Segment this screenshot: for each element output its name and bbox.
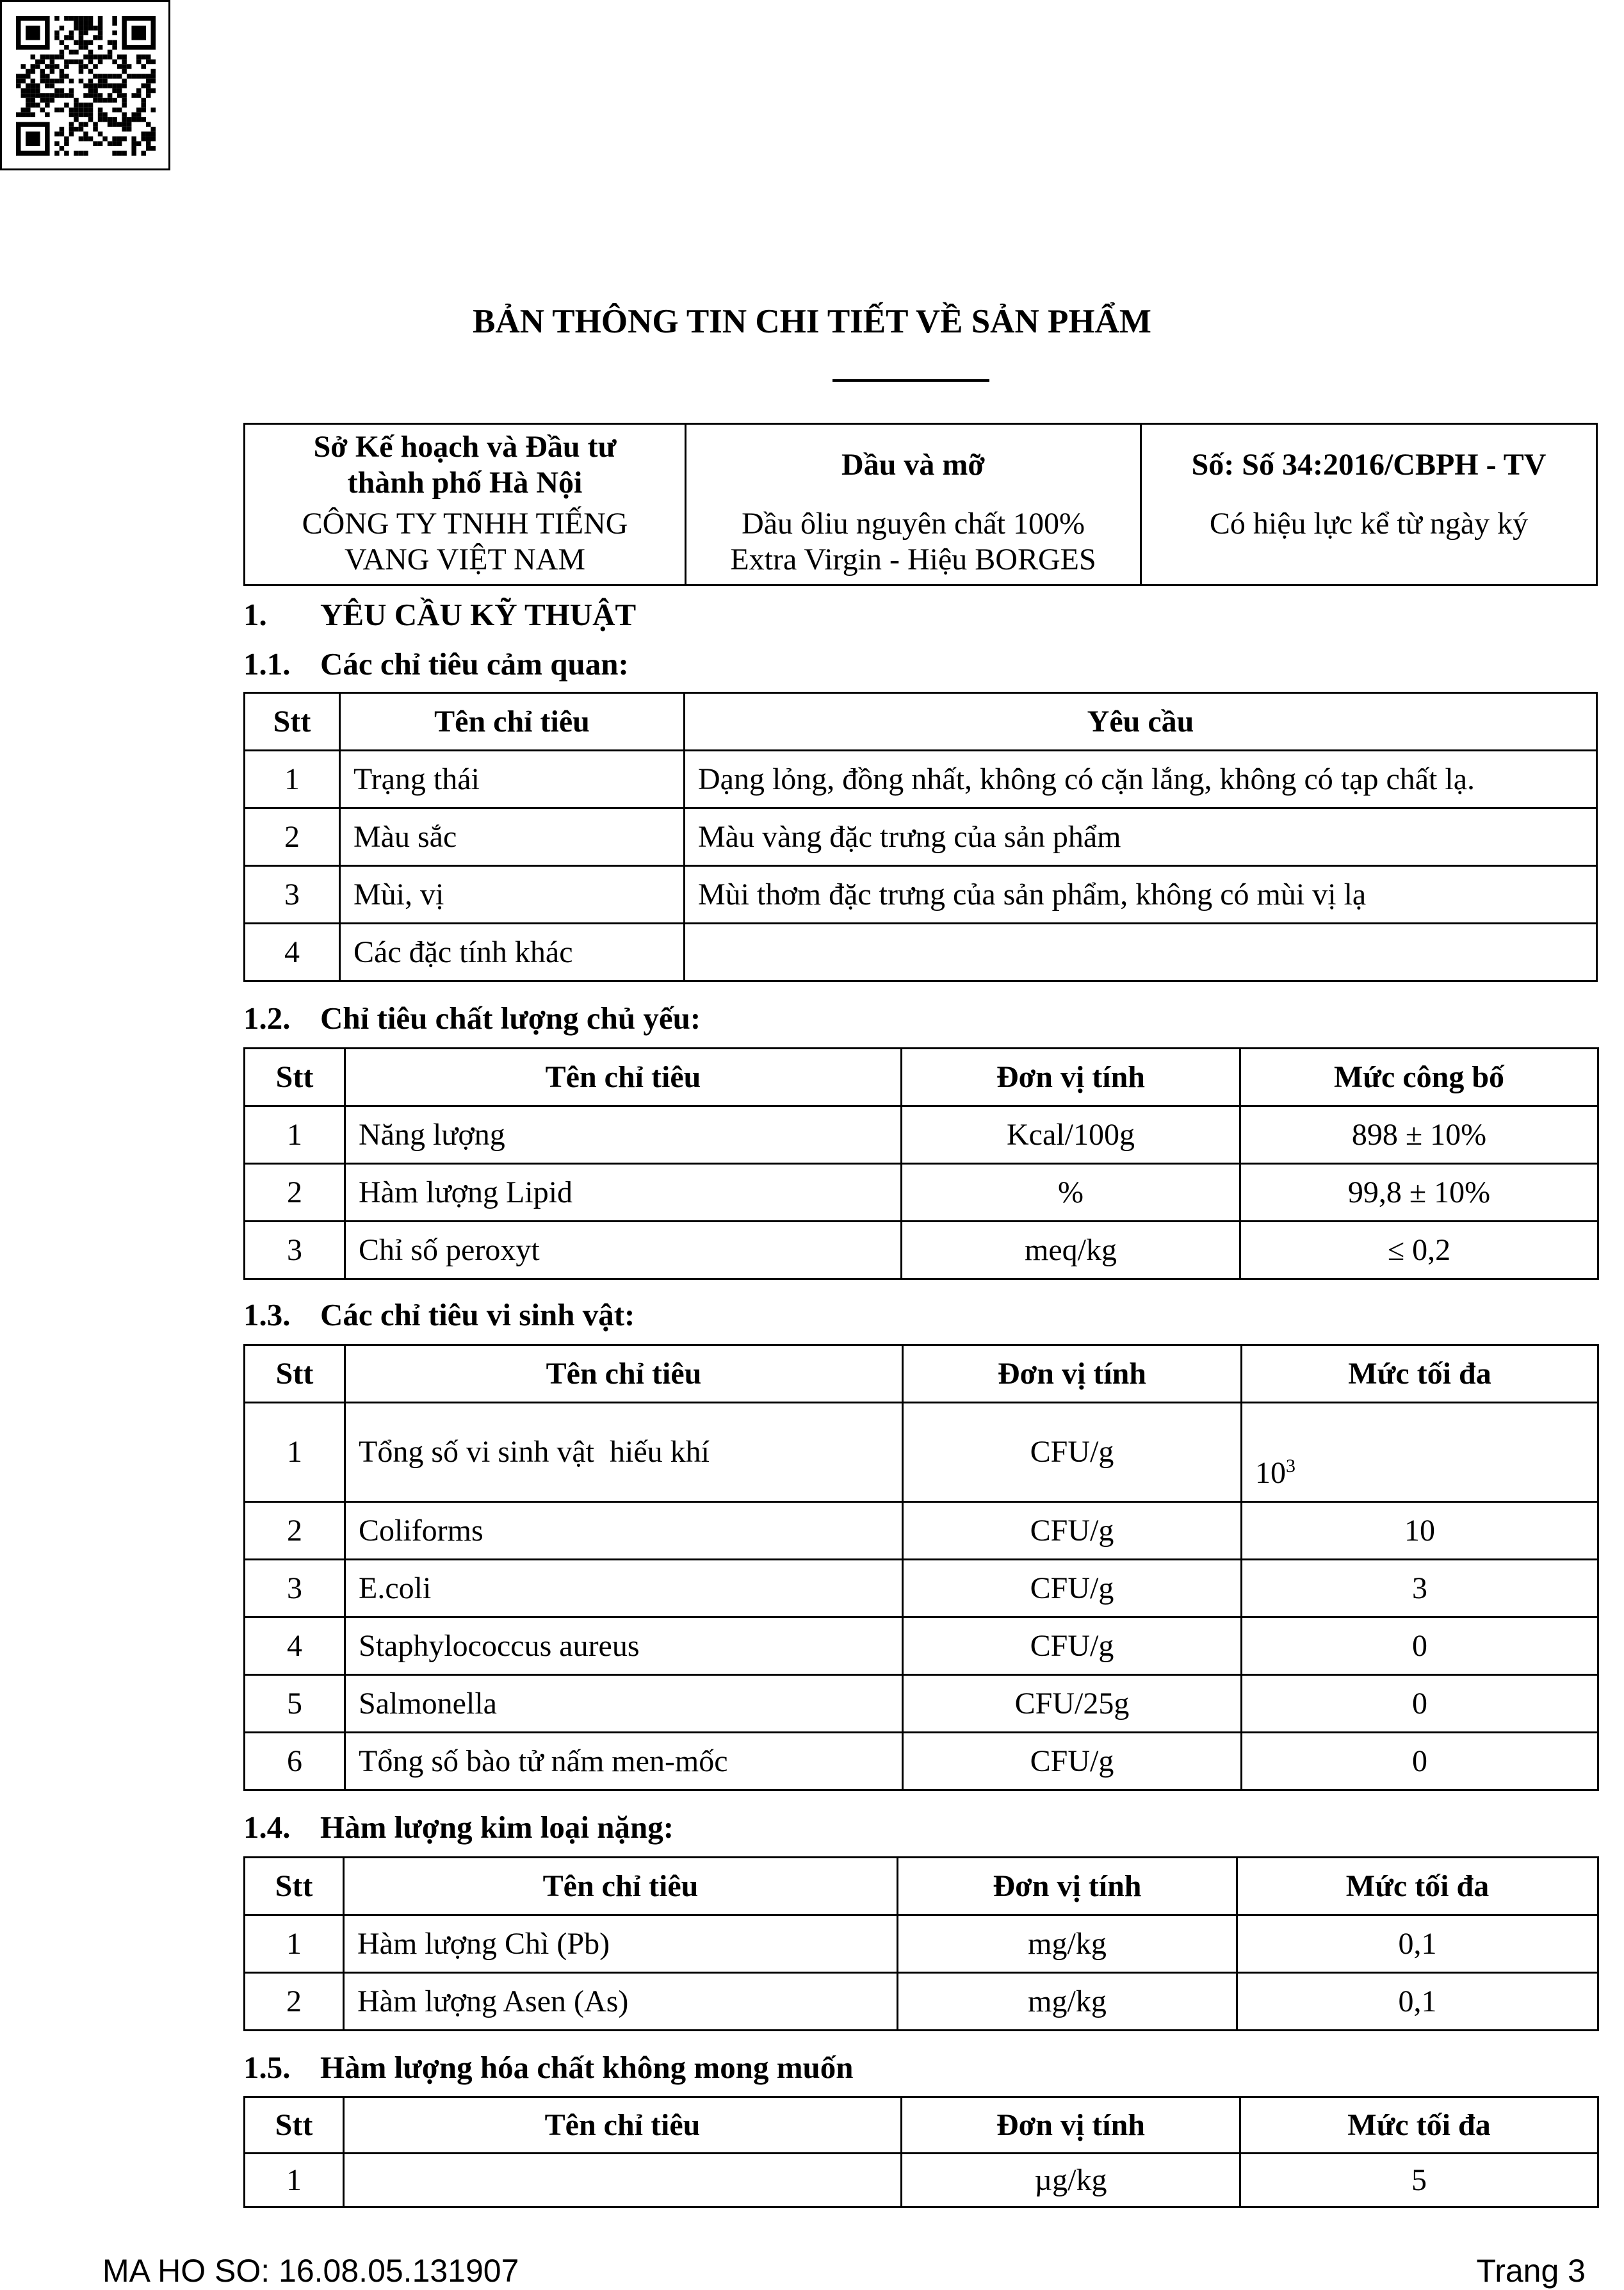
table-header-row	[245, 693, 1597, 751]
section-1-5-number: 1.5.	[243, 2050, 291, 2085]
header-unit: Đơn vị tính	[902, 1049, 1240, 1106]
table-row	[245, 1222, 1598, 1279]
cell-stt: 4	[245, 924, 340, 981]
cell-unit: CFU/25g	[903, 1675, 1242, 1733]
section-1-3-title: Các chỉ tiêu vi sinh vật:	[320, 1297, 635, 1332]
cell-unit: CFU/g	[903, 1617, 1242, 1675]
cell-name: Mùi, vị	[340, 866, 685, 924]
cell-name: Hàm lượng Chì (Pb)	[344, 1915, 898, 1973]
cell-unit: Kcal/100g	[902, 1106, 1240, 1164]
validity-cell: Có hiệu lực kể từ ngày ký	[1141, 506, 1597, 585]
cell-level: ≤ 0,2	[1240, 1222, 1598, 1279]
cell-stt: 1	[245, 1403, 345, 1502]
section-1-1-title: Các chỉ tiêu cảm quan:	[320, 646, 629, 682]
section-1-3-number: 1.3.	[243, 1297, 291, 1332]
section-1-title: YÊU CẦU KỸ THUẬT	[320, 597, 637, 632]
title-underline	[832, 379, 989, 382]
cell-level: 898 ± 10%	[1240, 1106, 1598, 1164]
section-1-2-title: Chỉ tiêu chất lượng chủ yếu:	[320, 1001, 701, 1036]
table-row	[245, 808, 1597, 866]
header-unit: Đơn vị tính	[898, 1858, 1237, 1915]
cell-stt: 3	[245, 866, 340, 924]
table-row	[245, 1560, 1598, 1617]
sensory-table	[243, 692, 1598, 982]
cell-unit: mg/kg	[898, 1973, 1237, 2031]
header-stt: Stt	[245, 1049, 345, 1106]
cell-stt: 2	[245, 1502, 345, 1560]
cell-unit: mg/kg	[898, 1915, 1237, 1973]
org-cell	[245, 424, 686, 506]
section-1-4-number: 1.4.	[243, 1810, 291, 1845]
cell-requirement: Dạng lỏng, đồng nhất, không có cặn lắng, không có tạp chất lạ.	[685, 751, 1597, 808]
cell-level	[1242, 1403, 1598, 1502]
table-header-row	[245, 1345, 1598, 1403]
cell-level: 5	[1240, 2154, 1598, 2207]
org-line2: thành phố Hà Nội	[347, 466, 583, 500]
cell-level: 0	[1242, 1617, 1598, 1675]
cell-stt: 1	[245, 751, 340, 808]
header-name: Tên chỉ tiêu	[344, 1858, 898, 1915]
header-row-bottom	[245, 506, 1597, 585]
header-stt: Stt	[245, 1858, 344, 1915]
header-max-level: Mức tối đa	[1237, 1858, 1598, 1915]
table-header-row	[245, 2097, 1598, 2154]
cell-stt: 4	[245, 1617, 345, 1675]
product-cell	[686, 506, 1141, 585]
section-1-number: 1.	[243, 597, 267, 632]
cell-name	[344, 2154, 902, 2207]
table-row	[245, 2154, 1598, 2207]
header-max-level: Mức tối đa	[1242, 1345, 1598, 1403]
footer-dossier-code: MA HO SO: 16.08.05.131907	[102, 2253, 519, 2289]
doc-number-cell: Số: Số 34:2016/CBPH - TV	[1141, 424, 1597, 506]
cell-name: Tổng số vi sinh vật hiếu khí	[345, 1403, 903, 1502]
footer-page-number: Trang 3	[1476, 2253, 1586, 2289]
cell-level: 0	[1242, 1733, 1598, 1790]
cell-stt: 3	[245, 1222, 345, 1279]
cell-stt: 2	[245, 1973, 344, 2031]
cell-level: 0	[1242, 1675, 1598, 1733]
qr-code-icon	[16, 16, 156, 156]
cell-name: Các đặc tính khác	[340, 924, 685, 981]
header-name: Tên chỉ tiêu	[344, 2097, 902, 2154]
category-cell: Dầu và mỡ	[686, 424, 1141, 506]
header-stt: Stt	[245, 1345, 345, 1403]
header-requirement: Yêu cầu	[685, 693, 1597, 751]
cell-stt: 2	[245, 808, 340, 866]
table-row	[245, 1403, 1598, 1502]
header-unit: Đơn vị tính	[902, 2097, 1240, 2154]
cell-level: 0,1	[1237, 1973, 1598, 2031]
cell-name: Tổng số bào tử nấm men-mốc	[345, 1733, 903, 1790]
cell-name: E.coli	[345, 1560, 903, 1617]
section-1-1-heading	[243, 645, 629, 683]
org-line1: Sở Kế hoạch và Đầu tư	[313, 430, 617, 464]
header-declared-level: Mức công bố	[1240, 1049, 1598, 1106]
cell-stt: 3	[245, 1560, 345, 1617]
qr-code	[0, 0, 170, 170]
cell-level: 10	[1242, 1502, 1598, 1560]
header-unit: Đơn vị tính	[903, 1345, 1242, 1403]
section-1-2-heading	[243, 999, 701, 1038]
section-1-4-heading	[243, 1808, 674, 1847]
table-header-row	[245, 1858, 1598, 1915]
cell-name: Hàm lượng Lipid	[345, 1164, 902, 1222]
cell-stt: 5	[245, 1675, 345, 1733]
cell-name: Màu sắc	[340, 808, 685, 866]
quality-table	[243, 1047, 1599, 1280]
section-1-4-title: Hàm lượng kim loại nặng:	[320, 1810, 674, 1845]
cell-stt: 1	[245, 1106, 345, 1164]
cell-level: 99,8 ± 10%	[1240, 1164, 1598, 1222]
company-cell	[245, 506, 686, 585]
header-name: Tên chỉ tiêu	[340, 693, 685, 751]
level-base: 10	[1255, 1456, 1286, 1490]
table-row	[245, 924, 1597, 981]
cell-unit: CFU/g	[903, 1560, 1242, 1617]
cell-name: Năng lượng	[345, 1106, 902, 1164]
cell-level: 0,1	[1237, 1915, 1598, 1973]
section-1-3-heading	[243, 1296, 635, 1334]
product-line2: Extra Virgin - Hiệu BORGES	[730, 542, 1096, 577]
company-line2: VANG VIỆT NAM	[344, 542, 586, 577]
header-stt: Stt	[245, 2097, 344, 2154]
cell-unit: meq/kg	[902, 1222, 1240, 1279]
header-name: Tên chỉ tiêu	[345, 1345, 903, 1403]
cell-unit: µg/kg	[902, 2154, 1240, 2207]
table-row	[245, 1675, 1598, 1733]
undesirable-chemicals-table	[243, 2096, 1599, 2208]
table-row	[245, 1502, 1598, 1560]
cell-name: Chỉ số peroxyt	[345, 1222, 902, 1279]
cell-level: 3	[1242, 1560, 1598, 1617]
table-row	[245, 1164, 1598, 1222]
cell-name: Trạng thái	[340, 751, 685, 808]
header-stt: Stt	[245, 693, 340, 751]
cell-stt: 1	[245, 1915, 344, 1973]
cell-name: Salmonella	[345, 1675, 903, 1733]
cell-name: Hàm lượng Asen (As)	[344, 1973, 898, 2031]
cell-stt: 2	[245, 1164, 345, 1222]
table-row	[245, 1733, 1598, 1790]
table-row	[245, 1106, 1598, 1164]
cell-requirement: Mùi thơm đặc trưng của sản phẩm, không có mùi vị lạ	[685, 866, 1597, 924]
table-row	[245, 751, 1597, 808]
heavy-metals-table	[243, 1856, 1599, 2031]
section-1-1-number: 1.1.	[243, 646, 291, 682]
header-name: Tên chỉ tiêu	[345, 1049, 902, 1106]
cell-unit: CFU/g	[903, 1502, 1242, 1560]
header-max-level: Mức tối đa	[1240, 2097, 1598, 2154]
cell-unit: CFU/g	[903, 1733, 1242, 1790]
cell-stt: 1	[245, 2154, 344, 2207]
page-title: BẢN THÔNG TIN CHI TIẾT VỀ SẢN PHẨM	[473, 303, 1151, 340]
cell-name: Staphylococcus aureus	[345, 1617, 903, 1675]
level-exponent: 3	[1286, 1455, 1295, 1476]
header-table	[243, 423, 1598, 586]
microbiology-table	[243, 1344, 1599, 1791]
section-1-heading	[243, 596, 636, 634]
product-line1: Dầu ôliu nguyên chất 100%	[742, 506, 1085, 541]
cell-stt: 6	[245, 1733, 345, 1790]
table-row	[245, 866, 1597, 924]
header-row-top	[245, 424, 1597, 506]
cell-requirement	[685, 924, 1597, 981]
cell-requirement: Màu vàng đặc trưng của sản phẩm	[685, 808, 1597, 866]
company-line1: CÔNG TY TNHH TIẾNG	[302, 506, 628, 541]
section-1-2-number: 1.2.	[243, 1001, 291, 1036]
table-row	[245, 1973, 1598, 2031]
table-header-row	[245, 1049, 1598, 1106]
cell-unit: CFU/g	[903, 1403, 1242, 1502]
section-1-5-title: Hàm lượng hóa chất không mong muốn	[320, 2050, 854, 2085]
section-1-5-heading	[243, 2049, 854, 2087]
cell-unit: %	[902, 1164, 1240, 1222]
table-row	[245, 1915, 1598, 1973]
table-row	[245, 1617, 1598, 1675]
cell-name: Coliforms	[345, 1502, 903, 1560]
